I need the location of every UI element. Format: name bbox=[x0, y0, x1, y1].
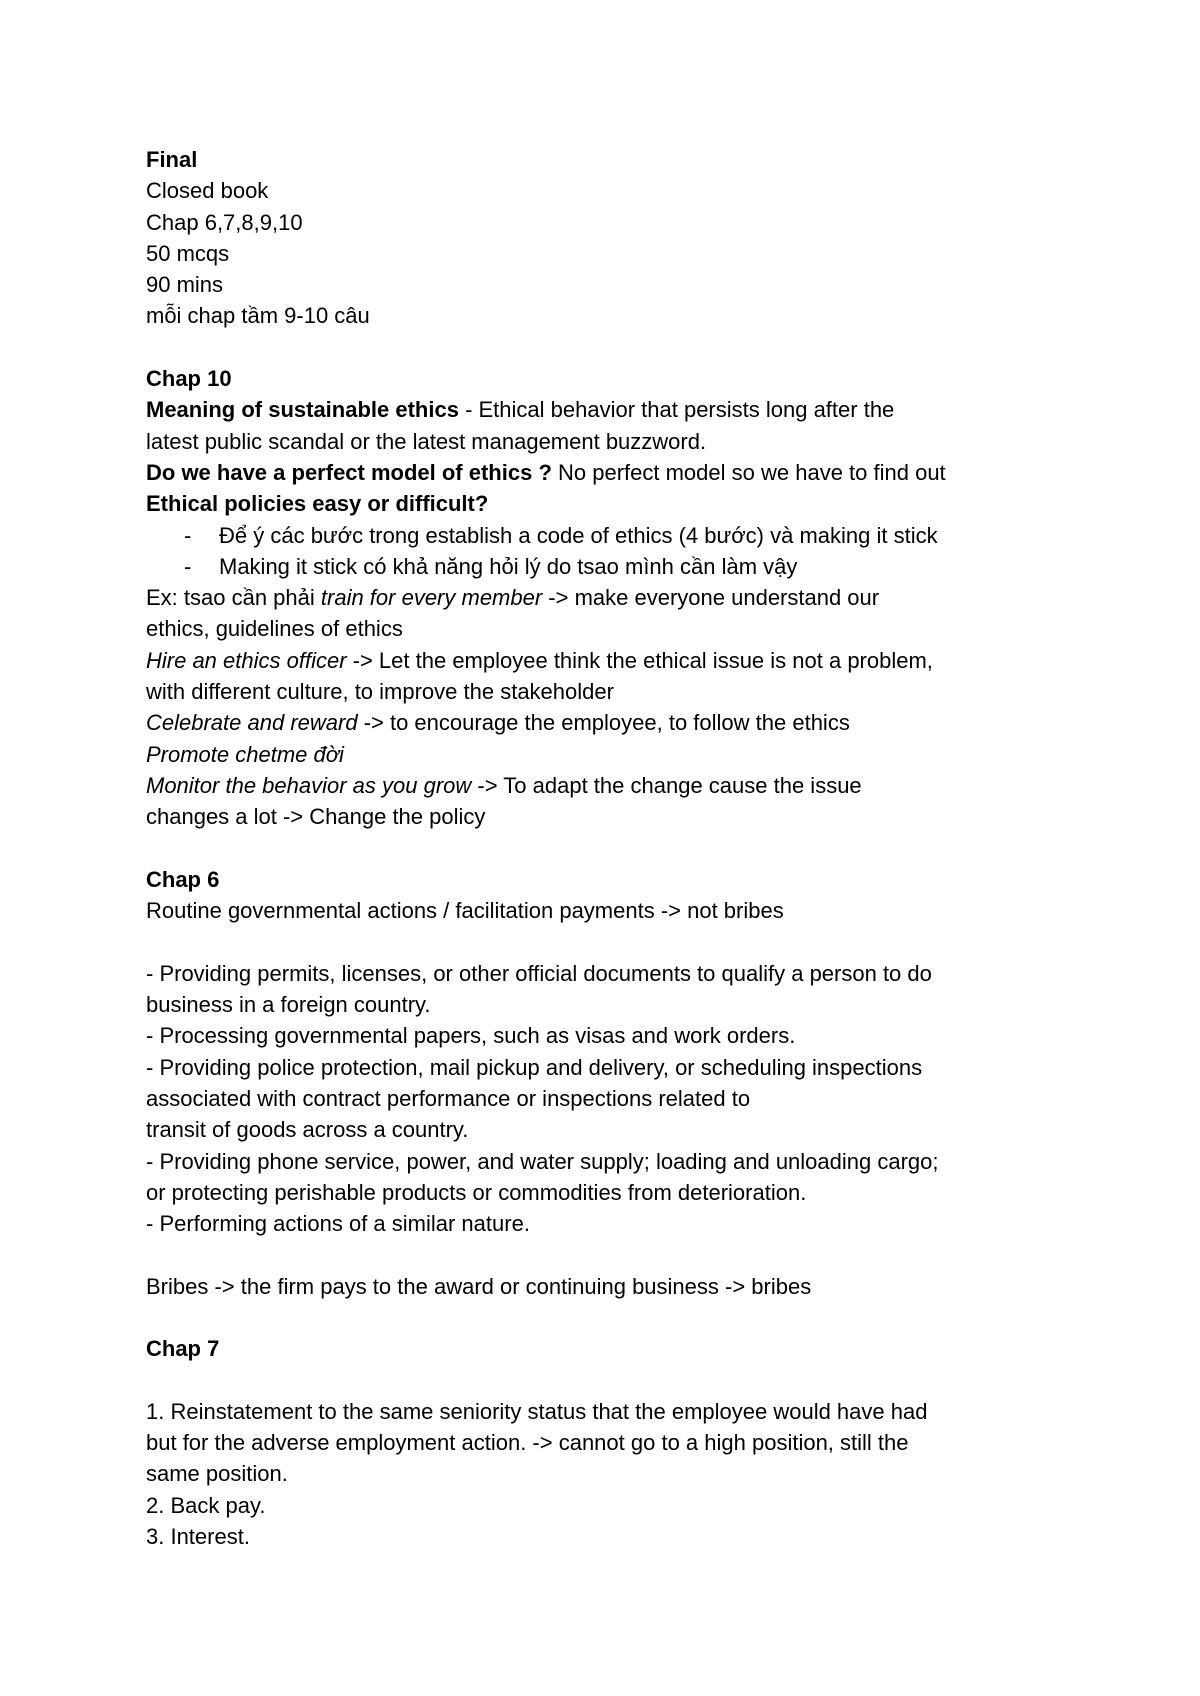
monitor-text: -> To adapt the change cause the issue bbox=[471, 772, 862, 798]
chap6-item-3-line-2: associated with contract performance or inspections related to bbox=[146, 1085, 751, 1111]
chap6-heading: Chap 6 bbox=[146, 866, 220, 892]
chap10-example-line-2: ethics, guidelines of ethics bbox=[146, 616, 403, 642]
example-italic: train for every member bbox=[320, 585, 543, 611]
chap6-item-4-line-1: - Providing phone service, power, and water supply; loading and unloading cargo; bbox=[146, 1148, 939, 1174]
chap6-item-3-line-3: transit of goods across a country. bbox=[146, 1117, 469, 1143]
chap7-item-1-line-2: but for the adverse employment action. -> cannot go to a high position, still the bbox=[146, 1430, 909, 1456]
spacer bbox=[146, 1365, 1076, 1396]
chap7-item-1-line-3: same position. bbox=[146, 1461, 288, 1487]
chap10-perfect-line bbox=[146, 457, 1076, 488]
example-prefix: Ex: tsao cần phải bbox=[146, 585, 321, 611]
chap10-monitor-line-2: changes a lot -> Change the policy bbox=[146, 804, 486, 830]
chap10-meaning-line-2: latest public scandal or the latest management buzzword. bbox=[146, 428, 707, 454]
chap7-item-2: 2. Back pay. bbox=[146, 1492, 266, 1518]
list-item bbox=[146, 551, 1076, 582]
chap7-item-1-line-1: 1. Reinstatement to the same seniority status that the employee would have had bbox=[146, 1398, 928, 1424]
document-page bbox=[146, 144, 1076, 1552]
spacer bbox=[146, 1239, 1076, 1270]
chap10-monitor-line bbox=[146, 770, 1076, 801]
chap10-hire-line bbox=[146, 645, 1076, 676]
list-item bbox=[146, 520, 1076, 551]
final-heading: Final bbox=[146, 147, 198, 172]
bullet-dash: - bbox=[184, 553, 192, 579]
perfect-label: Do we have a perfect model of ethics ? bbox=[146, 459, 552, 485]
spacer bbox=[146, 833, 1076, 864]
monitor-italic: Monitor the behavior as you grow bbox=[146, 772, 472, 798]
celebrate-italic: Celebrate and reward bbox=[146, 710, 358, 736]
final-line-duration: 90 mins bbox=[146, 272, 224, 298]
final-line-closed-book: Closed book bbox=[146, 178, 269, 204]
chap10-heading: Chap 10 bbox=[146, 366, 232, 392]
chap6-intro: Routine governmental actions / facilitation payments -> not bribes bbox=[146, 898, 784, 924]
chap6-item-3-line-1: - Providing police protection, mail pickup and delivery, or scheduling inspections bbox=[146, 1054, 923, 1080]
perfect-text: No perfect model so we have to find out bbox=[551, 459, 946, 485]
final-line-per-chap: mỗi chap tầm 9-10 câu bbox=[146, 303, 370, 329]
chap6-item-4-line-2: or protecting perishable products or commodities from deterioration. bbox=[146, 1179, 807, 1205]
meaning-text: - Ethical behavior that persists long after the bbox=[458, 397, 895, 423]
chap6-item-1-line-1: - Providing permits, licenses, or other official documents to qualify a person to do bbox=[146, 960, 932, 986]
final-line-mcqs: 50 mcqs bbox=[146, 240, 230, 266]
bullet-text: Để ý các bước trong establish a code of ethics (4 bước) và making it stick bbox=[219, 522, 938, 548]
chap6-item-2-line-1: - Processing governmental papers, such as visas and work orders. bbox=[146, 1023, 796, 1049]
chap7-heading: Chap 7 bbox=[146, 1336, 220, 1362]
hire-italic: Hire an ethics officer bbox=[146, 647, 347, 673]
chap10-hire-line-2: with different culture, to improve the stakeholder bbox=[146, 679, 614, 705]
celebrate-text: -> to encourage the employee, to follow the ethics bbox=[357, 710, 850, 736]
chap10-meaning-line bbox=[146, 394, 1076, 425]
chap10-promote-line: Promote chetme đời bbox=[146, 741, 344, 767]
spacer bbox=[146, 332, 1076, 363]
bullet-text: Making it stick có khả năng hỏi lý do tsao mình cần làm vậy bbox=[219, 553, 798, 579]
chap10-policies-label: Ethical policies easy or difficult? bbox=[146, 491, 489, 517]
hire-text: -> Let the employee think the ethical issue is not a problem, bbox=[346, 647, 933, 673]
spacer bbox=[146, 1302, 1076, 1333]
chap10-example-line bbox=[146, 582, 1076, 613]
chap6-item-5-line-1: - Performing actions of a similar nature. bbox=[146, 1211, 530, 1237]
bullet-dash: - bbox=[184, 522, 192, 548]
meaning-label: Meaning of sustainable ethics bbox=[146, 397, 459, 423]
chap10-celebrate-line bbox=[146, 707, 1076, 738]
chap7-item-3: 3. Interest. bbox=[146, 1524, 250, 1550]
chap6-bribes: Bribes -> the firm pays to the award or continuing business -> bribes bbox=[146, 1273, 812, 1299]
example-suffix: -> make everyone understand our bbox=[542, 585, 880, 611]
spacer bbox=[146, 926, 1076, 957]
final-line-chapters: Chap 6,7,8,9,10 bbox=[146, 209, 303, 235]
chap6-item-1-line-2: business in a foreign country. bbox=[146, 992, 431, 1018]
